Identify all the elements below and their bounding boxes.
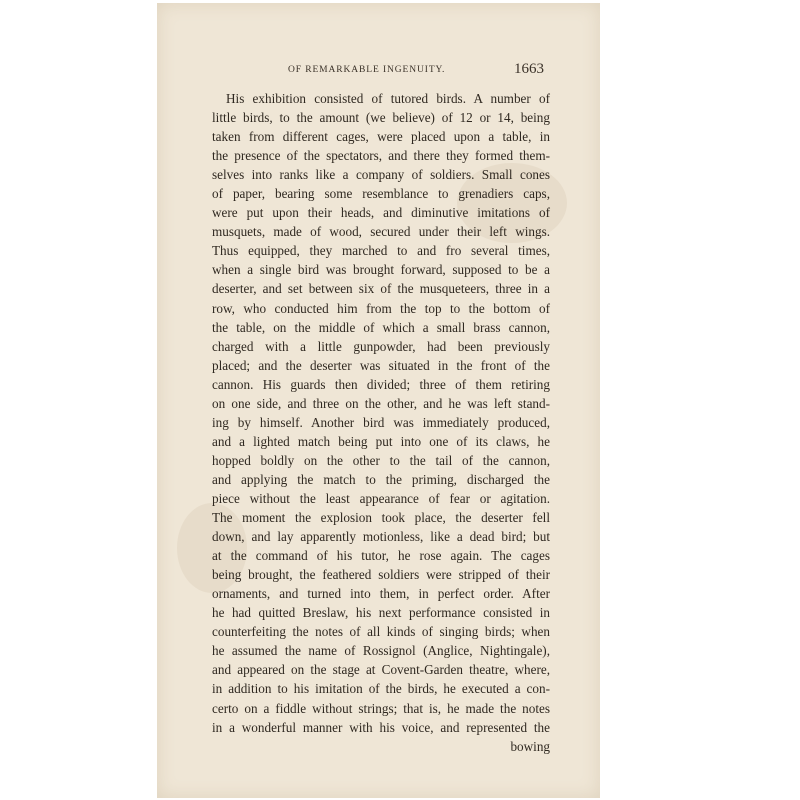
text-line: and appeared on the stage at Covent-Garden theatre, where, — [212, 662, 550, 678]
text-line: Thus equipped, they marched to and fro several times, — [212, 243, 550, 259]
text-line: the table, on the middle of which a small brass cannon, — [212, 319, 550, 335]
text-line: certo on a fiddle without strings; that is, he made the notes — [212, 700, 550, 716]
text-line: were put upon their heads, and diminutive imitations of — [212, 205, 550, 221]
text-line: cannon. His guards then divided; three of them retiring — [212, 376, 550, 392]
page-header — [157, 61, 600, 81]
catchword: bowing — [510, 738, 550, 754]
text-line: row, who conducted him from the top to the bottom of — [212, 300, 550, 316]
text-line: the presence of the spectators, and there they formed them- — [212, 148, 550, 164]
text-line: charged with a little gunpowder, had been previously — [212, 338, 550, 354]
text-line: being brought, the feathered soldiers were stripped of their — [212, 567, 550, 583]
text-line: counterfeiting the notes of all kinds of singing birds; when — [212, 624, 550, 640]
running-title: OF REMARKABLE INGENUITY. — [288, 65, 446, 75]
text-line: of paper, bearing some resemblance to grenadiers caps, — [212, 186, 550, 202]
text-line: at the command of his tutor, he rose again. The cages — [212, 548, 550, 564]
book-page — [157, 3, 600, 798]
text-line: musquets, made of wood, secured under their left wings. — [212, 224, 550, 240]
text-line: piece without the least appearance of fear or agitation. — [212, 490, 550, 506]
text-line: ornaments, and turned into them, in perfect order. After — [212, 586, 550, 602]
text-line: ing by himself. Another bird was immediately produced, — [212, 414, 550, 430]
text-line: taken from different cages, were placed upon a table, in — [212, 129, 550, 145]
text-line: he had quitted Breslaw, his next performance consisted in — [212, 605, 550, 621]
text-line: down, and lay apparently motionless, like a dead bird; but — [212, 529, 550, 545]
text-line: deserter, and set between six of the musqueteers, three in a — [212, 281, 550, 297]
text-line: The moment the explosion took place, the deserter fell — [212, 510, 550, 526]
text-line: on one side, and three on the other, and he was left stand- — [212, 395, 550, 411]
text-line: little birds, to the amount (we believe) of 12 or 14, being — [212, 110, 550, 126]
text-line: His exhibition consisted of tutored birds. A number of — [226, 91, 550, 106]
text-line: he assumed the name of Rossignol (Anglice, Nightingale), — [212, 643, 550, 659]
body-text — [212, 89, 550, 756]
text-line: selves into ranks like a company of soldiers. Small cones — [212, 167, 550, 183]
text-line: and applying the match to the priming, discharged the — [212, 471, 550, 487]
text-line: when a single bird was brought forward, supposed to be a — [212, 262, 550, 278]
text-line: in a wonderful manner with his voice, and represented the — [212, 719, 550, 735]
text-line: and a lighted match being put into one of its claws, he — [212, 433, 550, 449]
text-line: hopped boldly on the other to the tail of the cannon, — [212, 452, 550, 468]
text-line: in addition to his imitation of the birds, he executed a con- — [212, 681, 550, 697]
text-line: placed; and the deserter was situated in the front of the — [212, 357, 550, 373]
page-number: 1663 — [514, 61, 544, 77]
